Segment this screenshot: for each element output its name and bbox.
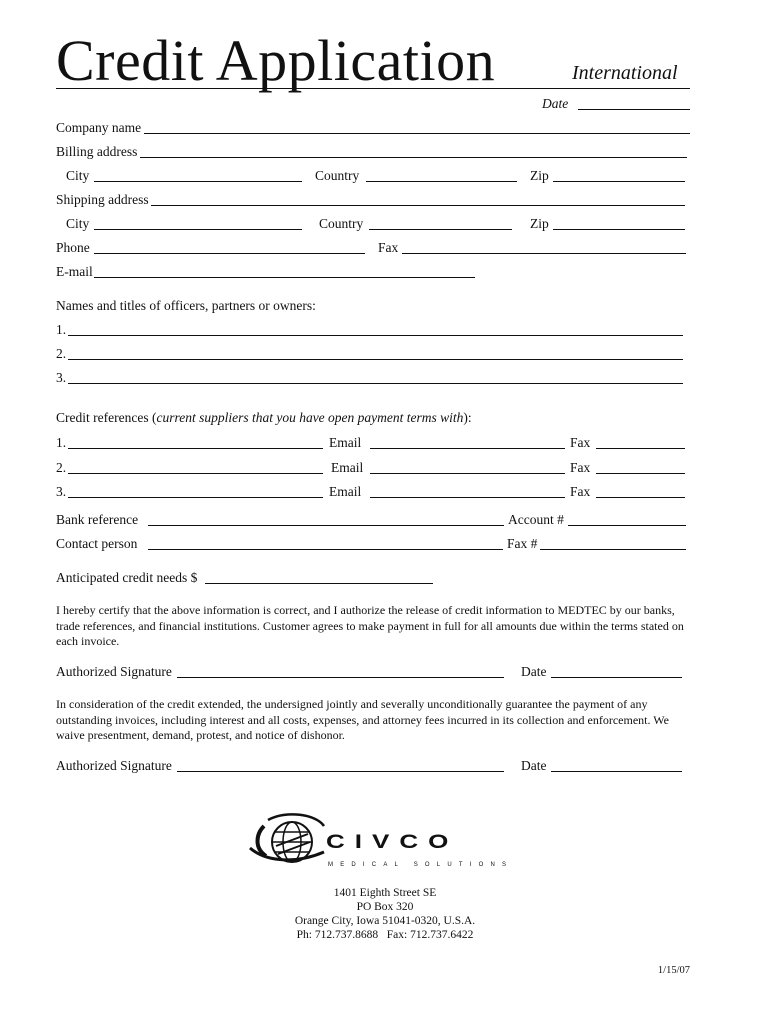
reference-email-label-2: Email	[331, 460, 364, 475]
bank-reference-field[interactable]	[148, 525, 504, 526]
officer-number-3: 3.	[56, 370, 67, 385]
logo-name: CIVCO	[326, 830, 459, 853]
officer-number-1: 1.	[56, 322, 67, 337]
reference-number-3: 3.	[56, 484, 67, 499]
reference-name-field-3[interactable]	[68, 497, 323, 498]
reference-email-label-3: Email	[329, 484, 362, 499]
account-field[interactable]	[568, 525, 686, 526]
bank-fax-field[interactable]	[540, 549, 686, 550]
email-field[interactable]	[94, 277, 475, 278]
officer-field-2[interactable]	[68, 359, 683, 360]
references-heading-text	[56, 408, 472, 428]
references-heading-suffix: ):	[463, 410, 472, 425]
officer-row-1	[56, 320, 696, 340]
shipping-zip-field[interactable]	[553, 229, 685, 230]
email-row	[56, 262, 696, 282]
reference-row-1	[56, 433, 696, 453]
officer-field-1[interactable]	[68, 335, 683, 336]
fax-field[interactable]	[402, 253, 686, 254]
bank-reference-row	[56, 510, 696, 530]
reference-fax-field-2[interactable]	[596, 473, 685, 474]
billing-city-field[interactable]	[94, 181, 302, 182]
guarantee-paragraph: In consideration of the credit extended, the undersigned jointly and severally unconditionally guarantee the payment of any outstanding invoices, including interest and all costs, expenses, and attorney fees incurred in its collection and enforcement. We waive presentment, demand, protest, and notice of dishonor.	[56, 697, 669, 742]
officer-field-3[interactable]	[68, 383, 683, 384]
reference-name-field-2[interactable]	[68, 473, 323, 474]
shipping-city-field[interactable]	[94, 229, 302, 230]
references-heading-italic: current suppliers that you have open payment terms with	[156, 410, 464, 425]
officer-number-2: 2.	[56, 346, 67, 361]
reference-fax-label-2: Fax	[570, 460, 591, 475]
revision-date: 1/15/07	[657, 965, 690, 976]
contact-person-label: Contact person	[56, 536, 138, 551]
reference-email-label-1: Email	[329, 435, 362, 450]
address-line-4: Ph: 712.737.8688 Fax: 712.737.6422	[296, 929, 474, 941]
address-block	[0, 886, 770, 942]
phone-fax-row	[56, 238, 696, 258]
shipping-city-label: City	[66, 216, 90, 231]
reference-email-field-2[interactable]	[370, 473, 565, 474]
shipping-city-row	[56, 214, 696, 234]
reference-row-3	[56, 482, 696, 502]
signature-field-1[interactable]	[177, 677, 504, 678]
signature-field-2[interactable]	[177, 771, 504, 772]
company-name-label: Company name	[56, 120, 142, 135]
logo-tagline: MEDICAL SOLUTIONS	[328, 862, 514, 868]
shipping-country-label: Country	[319, 216, 364, 231]
officer-row-2	[56, 344, 696, 364]
reference-fax-label-1: Fax	[570, 435, 591, 450]
signature-row-2	[56, 756, 696, 776]
references-heading-prefix: Credit references (	[56, 410, 157, 425]
signature-label-1: Authorized Signature	[56, 664, 172, 679]
form-subtitle: International	[572, 62, 678, 84]
signature-date-label-1: Date	[521, 664, 547, 679]
address-line-2: PO Box 320	[356, 901, 414, 913]
address-line-1: 1401 Eighth Street SE	[333, 887, 437, 899]
company-name-row	[56, 118, 696, 138]
officers-heading-text: Names and titles of officers, partners or owners:	[56, 298, 316, 313]
billing-city-row	[56, 166, 696, 186]
form-title: Credit Application	[56, 28, 496, 93]
shipping-address-row	[56, 190, 696, 210]
certify-paragraph: I hereby certify that the above information is correct, and I authorize the release of credit information to MEDTEC by our banks, trade references, and financial institutions. Customer agrees to make payment in full for all amounts due within the terms stated on each invoice.	[56, 603, 684, 648]
reference-number-2: 2.	[56, 460, 67, 475]
credit-needs-row	[56, 568, 696, 588]
reference-row-2	[56, 458, 696, 478]
bank-reference-label: Bank reference	[56, 512, 139, 527]
date-row	[0, 94, 770, 114]
reference-number-1: 1.	[56, 435, 67, 450]
billing-address-row	[56, 142, 696, 162]
signature-date-label-2: Date	[521, 758, 547, 773]
fax-label: Fax	[378, 240, 399, 255]
email-label: E-mail	[56, 264, 93, 279]
shipping-zip-label: Zip	[530, 216, 549, 231]
reference-fax-label-3: Fax	[570, 484, 591, 499]
date-label: Date	[542, 96, 569, 111]
billing-zip-field[interactable]	[553, 181, 685, 182]
shipping-country-field[interactable]	[369, 229, 512, 230]
reference-name-field-1[interactable]	[68, 448, 323, 449]
date-field[interactable]	[578, 109, 690, 110]
billing-zip-label: Zip	[530, 168, 549, 183]
references-heading	[56, 408, 696, 428]
contact-person-row	[56, 534, 696, 554]
reference-email-field-1[interactable]	[370, 448, 565, 449]
officer-row-3	[56, 368, 696, 388]
reference-fax-field-3[interactable]	[596, 497, 685, 498]
shipping-address-label: Shipping address	[56, 192, 149, 207]
account-label: Account #	[508, 512, 564, 527]
civco-logo	[246, 812, 514, 874]
signature-label-2: Authorized Signature	[56, 758, 172, 773]
billing-address-field[interactable]	[140, 157, 687, 158]
signature-row-1	[56, 662, 696, 682]
contact-person-field[interactable]	[148, 549, 503, 550]
billing-address-label: Billing address	[56, 144, 138, 159]
shipping-address-field[interactable]	[151, 205, 685, 206]
bank-fax-label: Fax #	[507, 536, 538, 551]
credit-needs-label: Anticipated credit needs $	[56, 570, 198, 585]
address-line-3: Orange City, Iowa 51041-0320, U.S.A.	[294, 915, 476, 927]
billing-country-field[interactable]	[366, 181, 517, 182]
billing-country-label: Country	[315, 168, 360, 183]
credit-needs-field[interactable]	[205, 583, 433, 584]
signature-date-field-2[interactable]	[551, 771, 682, 772]
company-name-field[interactable]	[144, 133, 690, 134]
phone-label: Phone	[56, 240, 90, 255]
billing-city-label: City	[66, 168, 90, 183]
reference-email-field-3[interactable]	[370, 497, 565, 498]
phone-field[interactable]	[94, 253, 365, 254]
officers-heading	[56, 296, 696, 316]
title-underline	[56, 88, 690, 89]
reference-fax-field-1[interactable]	[596, 448, 685, 449]
signature-date-field-1[interactable]	[551, 677, 682, 678]
